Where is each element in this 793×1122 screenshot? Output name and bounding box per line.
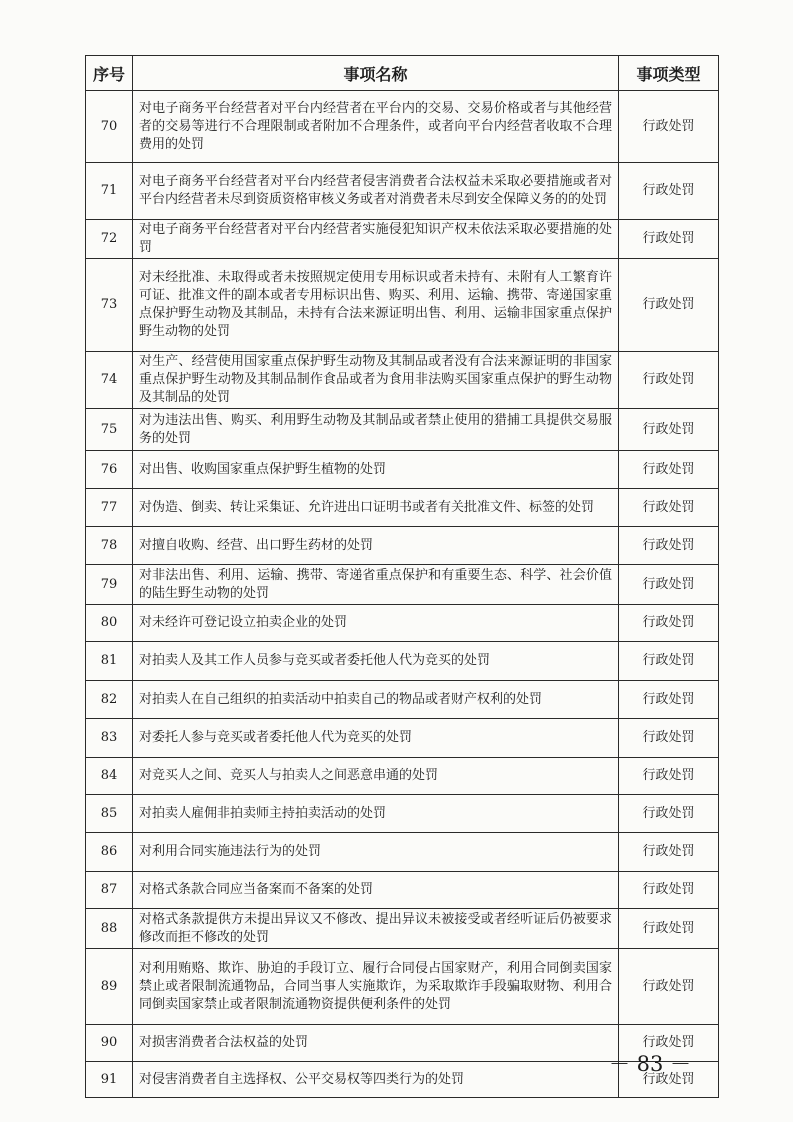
row-serial-number: 79: [86, 565, 133, 605]
row-serial-number: 72: [86, 220, 133, 259]
row-item-name: 对电子商务平台经营者对平台内经营者侵害消费者合法权益未采取必要措施或者对平台内经营者未尽到资质资格审核义务或者对消费者未尽到安全保障义务的的处罚: [133, 163, 619, 220]
row-serial-number: 71: [86, 163, 133, 220]
row-item-name: 对擅自收购、经营、出口野生药材的处罚: [133, 527, 619, 565]
row-item-name: 对利用贿赂、欺诈、胁迫的手段订立、履行合同侵占国家财产，利用合同倒卖国家禁止或者限制流通物品，合同当事人实施欺诈，为采取欺诈手段骗取财物、利用合同倒卖国家禁止或者限制流通物资提供便利条件的处罚: [133, 949, 619, 1025]
row-item-name: 对未经批准、未取得或者未按照规定使用专用标识或者未持有、未附有人工繁育许可证、批准文件的副本或者专用标识出售、购买、利用、运输、携带、寄递国家重点保护野生动物及其制品，未持有合法来源证明出售、利用、运输非国家重点保护野生动物的处罚: [133, 259, 619, 352]
table-row: [86, 833, 719, 872]
row-serial-number: 89: [86, 949, 133, 1025]
row-item-name: 对出售、收购国家重点保护野生植物的处罚: [133, 451, 619, 489]
row-item-type: 行政处罚: [619, 758, 719, 795]
table-row: [86, 681, 719, 719]
row-item-type: 行政处罚: [619, 872, 719, 909]
table-row: [86, 565, 719, 605]
row-item-type: 行政处罚: [619, 605, 719, 642]
table-row: [86, 527, 719, 565]
page-number: － 83 －: [608, 1052, 692, 1076]
row-serial-number: 85: [86, 795, 133, 833]
row-item-name: 对拍卖人及其工作人员参与竞买或者委托他人代为竞买的处罚: [133, 642, 619, 681]
row-serial-number: 75: [86, 409, 133, 451]
row-item-name: 对电子商务平台经营者对平台内经营者实施侵犯知识产权未依法采取必要措施的处罚: [133, 220, 619, 259]
row-serial-number: 87: [86, 872, 133, 909]
header-item-name: 事项名称: [133, 56, 619, 91]
row-serial-number: 70: [86, 91, 133, 163]
row-serial-number: 81: [86, 642, 133, 681]
table-row: [86, 872, 719, 909]
row-item-name: 对未经许可登记设立拍卖企业的处罚: [133, 605, 619, 642]
row-item-type: 行政处罚: [619, 909, 719, 949]
row-item-name: 对竞买人之间、竞买人与拍卖人之间恶意串通的处罚: [133, 758, 619, 795]
row-item-type: 行政处罚: [619, 949, 719, 1025]
row-item-type: 行政处罚: [619, 220, 719, 259]
row-serial-number: 84: [86, 758, 133, 795]
row-item-type: 行政处罚: [619, 795, 719, 833]
row-item-name: 对非法出售、利用、运输、携带、寄递省重点保护和有重要生态、科学、社会价值的陆生野生动物的处罚: [133, 565, 619, 605]
row-item-name: 对伪造、倒卖、转让采集证、允许进出口证明书或者有关批准文件、标签的处罚: [133, 489, 619, 527]
row-serial-number: 90: [86, 1025, 133, 1062]
table-row: [86, 795, 719, 833]
table-row: [86, 352, 719, 409]
row-item-type: 行政处罚: [619, 1025, 719, 1062]
row-item-name: 对为违法出售、购买、利用野生动物及其制品或者禁止使用的猎捕工具提供交易服务的处罚: [133, 409, 619, 451]
table-row: [86, 719, 719, 758]
row-item-type: 行政处罚: [619, 489, 719, 527]
row-serial-number: 88: [86, 909, 133, 949]
table-row: [86, 758, 719, 795]
row-item-name: 对委托人参与竞买或者委托他人代为竞买的处罚: [133, 719, 619, 758]
row-item-name: 对电子商务平台经营者对平台内经营者在平台内的交易、交易价格或者与其他经营者的交易等进行不合理限制或者附加不合理条件，或者向平台内经营者收取不合理费用的处罚: [133, 91, 619, 163]
row-item-type: 行政处罚: [619, 1062, 719, 1098]
row-item-type: 行政处罚: [619, 833, 719, 872]
table-row: [86, 409, 719, 451]
row-item-type: 行政处罚: [619, 642, 719, 681]
row-item-name: 对拍卖人在自己组织的拍卖活动中拍卖自己的物品或者财产权利的处罚: [133, 681, 619, 719]
row-item-name: 对生产、经营使用国家重点保护野生动物及其制品或者没有合法来源证明的非国家重点保护野生动物及其制品制作食品或者为食用非法购买国家重点保护的野生动物及其制品的处罚: [133, 352, 619, 409]
row-item-type: 行政处罚: [619, 451, 719, 489]
table-row: [86, 451, 719, 489]
row-serial-number: 91: [86, 1062, 133, 1098]
row-item-name: 对利用合同实施违法行为的处罚: [133, 833, 619, 872]
row-item-type: 行政处罚: [619, 681, 719, 719]
row-item-type: 行政处罚: [619, 259, 719, 352]
table-body: [86, 91, 719, 1098]
row-item-name: 对格式条款提供方未提出异议又不修改、提出异议未被接受或者经听证后仍被要求修改而拒不修改的处罚: [133, 909, 619, 949]
row-serial-number: 78: [86, 527, 133, 565]
table-row: [86, 259, 719, 352]
header-item-type: 事项类型: [619, 56, 719, 91]
table-row: [86, 909, 719, 949]
table-row: [86, 949, 719, 1025]
row-serial-number: 74: [86, 352, 133, 409]
row-item-name: 对格式条款合同应当备案而不备案的处罚: [133, 872, 619, 909]
row-item-name: 对拍卖人雇佣非拍卖师主持拍卖活动的处罚: [133, 795, 619, 833]
table-row: [86, 220, 719, 259]
row-serial-number: 82: [86, 681, 133, 719]
header-row: [86, 56, 719, 91]
row-item-type: 行政处罚: [619, 719, 719, 758]
row-item-type: 行政处罚: [619, 91, 719, 163]
table-row: [86, 642, 719, 681]
row-item-type: 行政处罚: [619, 352, 719, 409]
row-serial-number: 77: [86, 489, 133, 527]
table-row: [86, 163, 719, 220]
row-serial-number: 80: [86, 605, 133, 642]
row-serial-number: 73: [86, 259, 133, 352]
table-row: [86, 605, 719, 642]
row-item-type: 行政处罚: [619, 527, 719, 565]
row-item-name: 对侵害消费者自主选择权、公平交易权等四类行为的处罚: [133, 1062, 619, 1098]
table-row: [86, 91, 719, 163]
row-serial-number: 86: [86, 833, 133, 872]
row-item-type: 行政处罚: [619, 409, 719, 451]
header-serial: 序号: [86, 56, 133, 91]
row-item-type: 行政处罚: [619, 565, 719, 605]
items-table: [85, 55, 719, 1098]
row-item-name: 对损害消费者合法权益的处罚: [133, 1025, 619, 1062]
row-item-type: 行政处罚: [619, 163, 719, 220]
row-serial-number: 76: [86, 451, 133, 489]
table-row: [86, 489, 719, 527]
row-serial-number: 83: [86, 719, 133, 758]
